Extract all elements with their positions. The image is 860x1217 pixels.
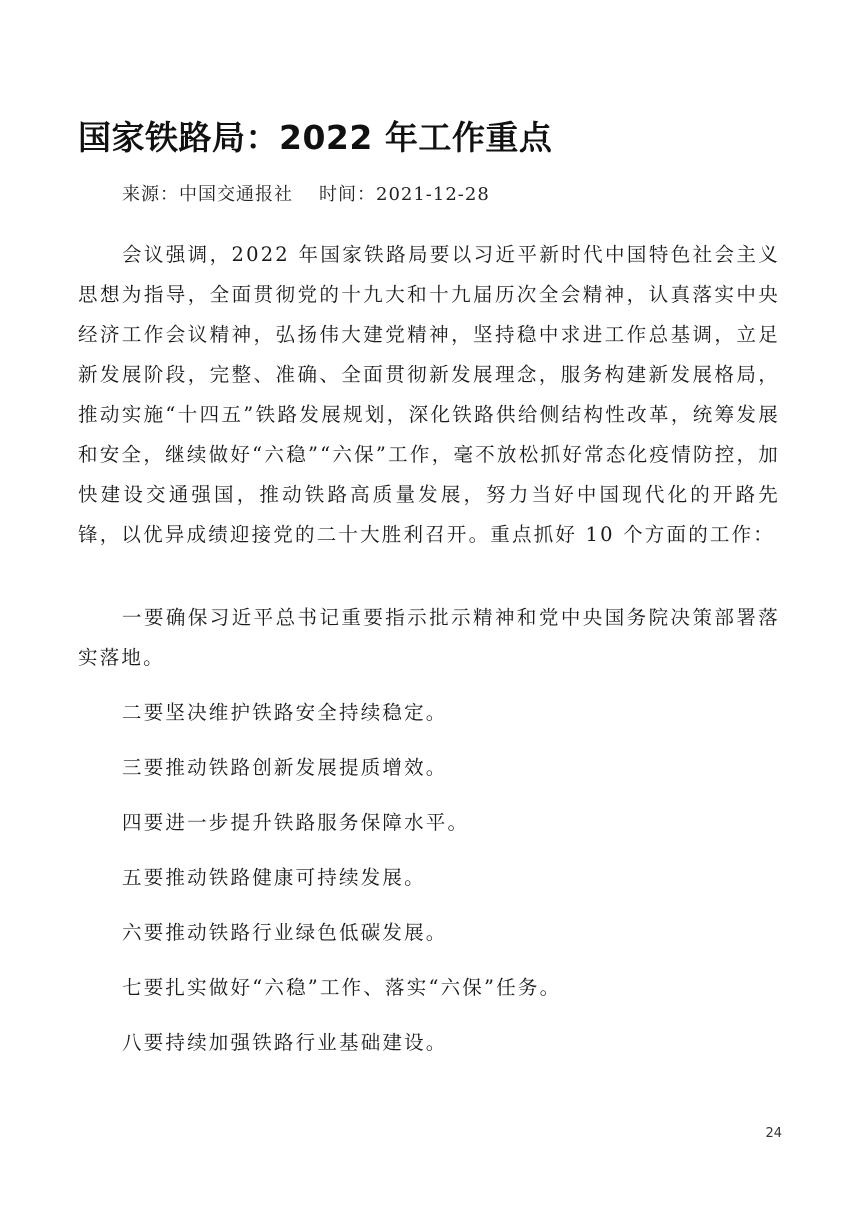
- article-meta: [122, 180, 490, 206]
- key-points-list: [78, 598, 780, 1078]
- point-3: 三要推动铁路创新发展提质增效。: [122, 756, 448, 779]
- page-number: 24: [765, 1126, 782, 1141]
- point-5: 五要推动铁路健康可持续发展。: [122, 866, 426, 889]
- point-7: 七要扎实做好“六稳”工作、落实“六保”任务。: [122, 976, 562, 999]
- source-label: 来源：中国交通报社: [122, 184, 293, 205]
- point-6: 六要推动铁路行业绿色低碳发展。: [122, 921, 448, 944]
- time-label: 时间：2021-12-28: [319, 184, 490, 205]
- point-1: 一要确保习近平总书记重要指示批示精神和党中央国务院决策部署落实落地。: [78, 606, 780, 669]
- point-4: 四要进一步提升铁路服务保障水平。: [122, 811, 470, 834]
- intro-paragraph: 会议强调，2022 年国家铁路局要以习近平新时代中国特色社会主义思想为指导，全面贯彻党的十九大和十九届历次全会精神，认真落实中央经济工作会议精神，弘扬伟大建党精神，坚持稳中求进工作总基调，立足新发展阶段，完整、准确、全面贯彻新发展理念，服务构建新发展格局，推动实施“十四五”铁路发展规划，深化铁路供给侧结构性改革，统筹发展和安全，继续做好“六稳”“六保”工作，毫不放松抓好常态化疫情防控，加快建设交通强国，推动铁路高质量发展，努力当好中国现代化的开路先锋，以优异成绩迎接党的二十大胜利召开。重点抓好 10 个方面的工作：: [78, 243, 780, 546]
- point-2: 二要坚决维护铁路安全持续稳定。: [122, 701, 448, 724]
- document-title: 国家铁路局：2022 年工作重点: [78, 118, 553, 157]
- point-8: 八要持续加强铁路行业基础建设。: [122, 1031, 448, 1054]
